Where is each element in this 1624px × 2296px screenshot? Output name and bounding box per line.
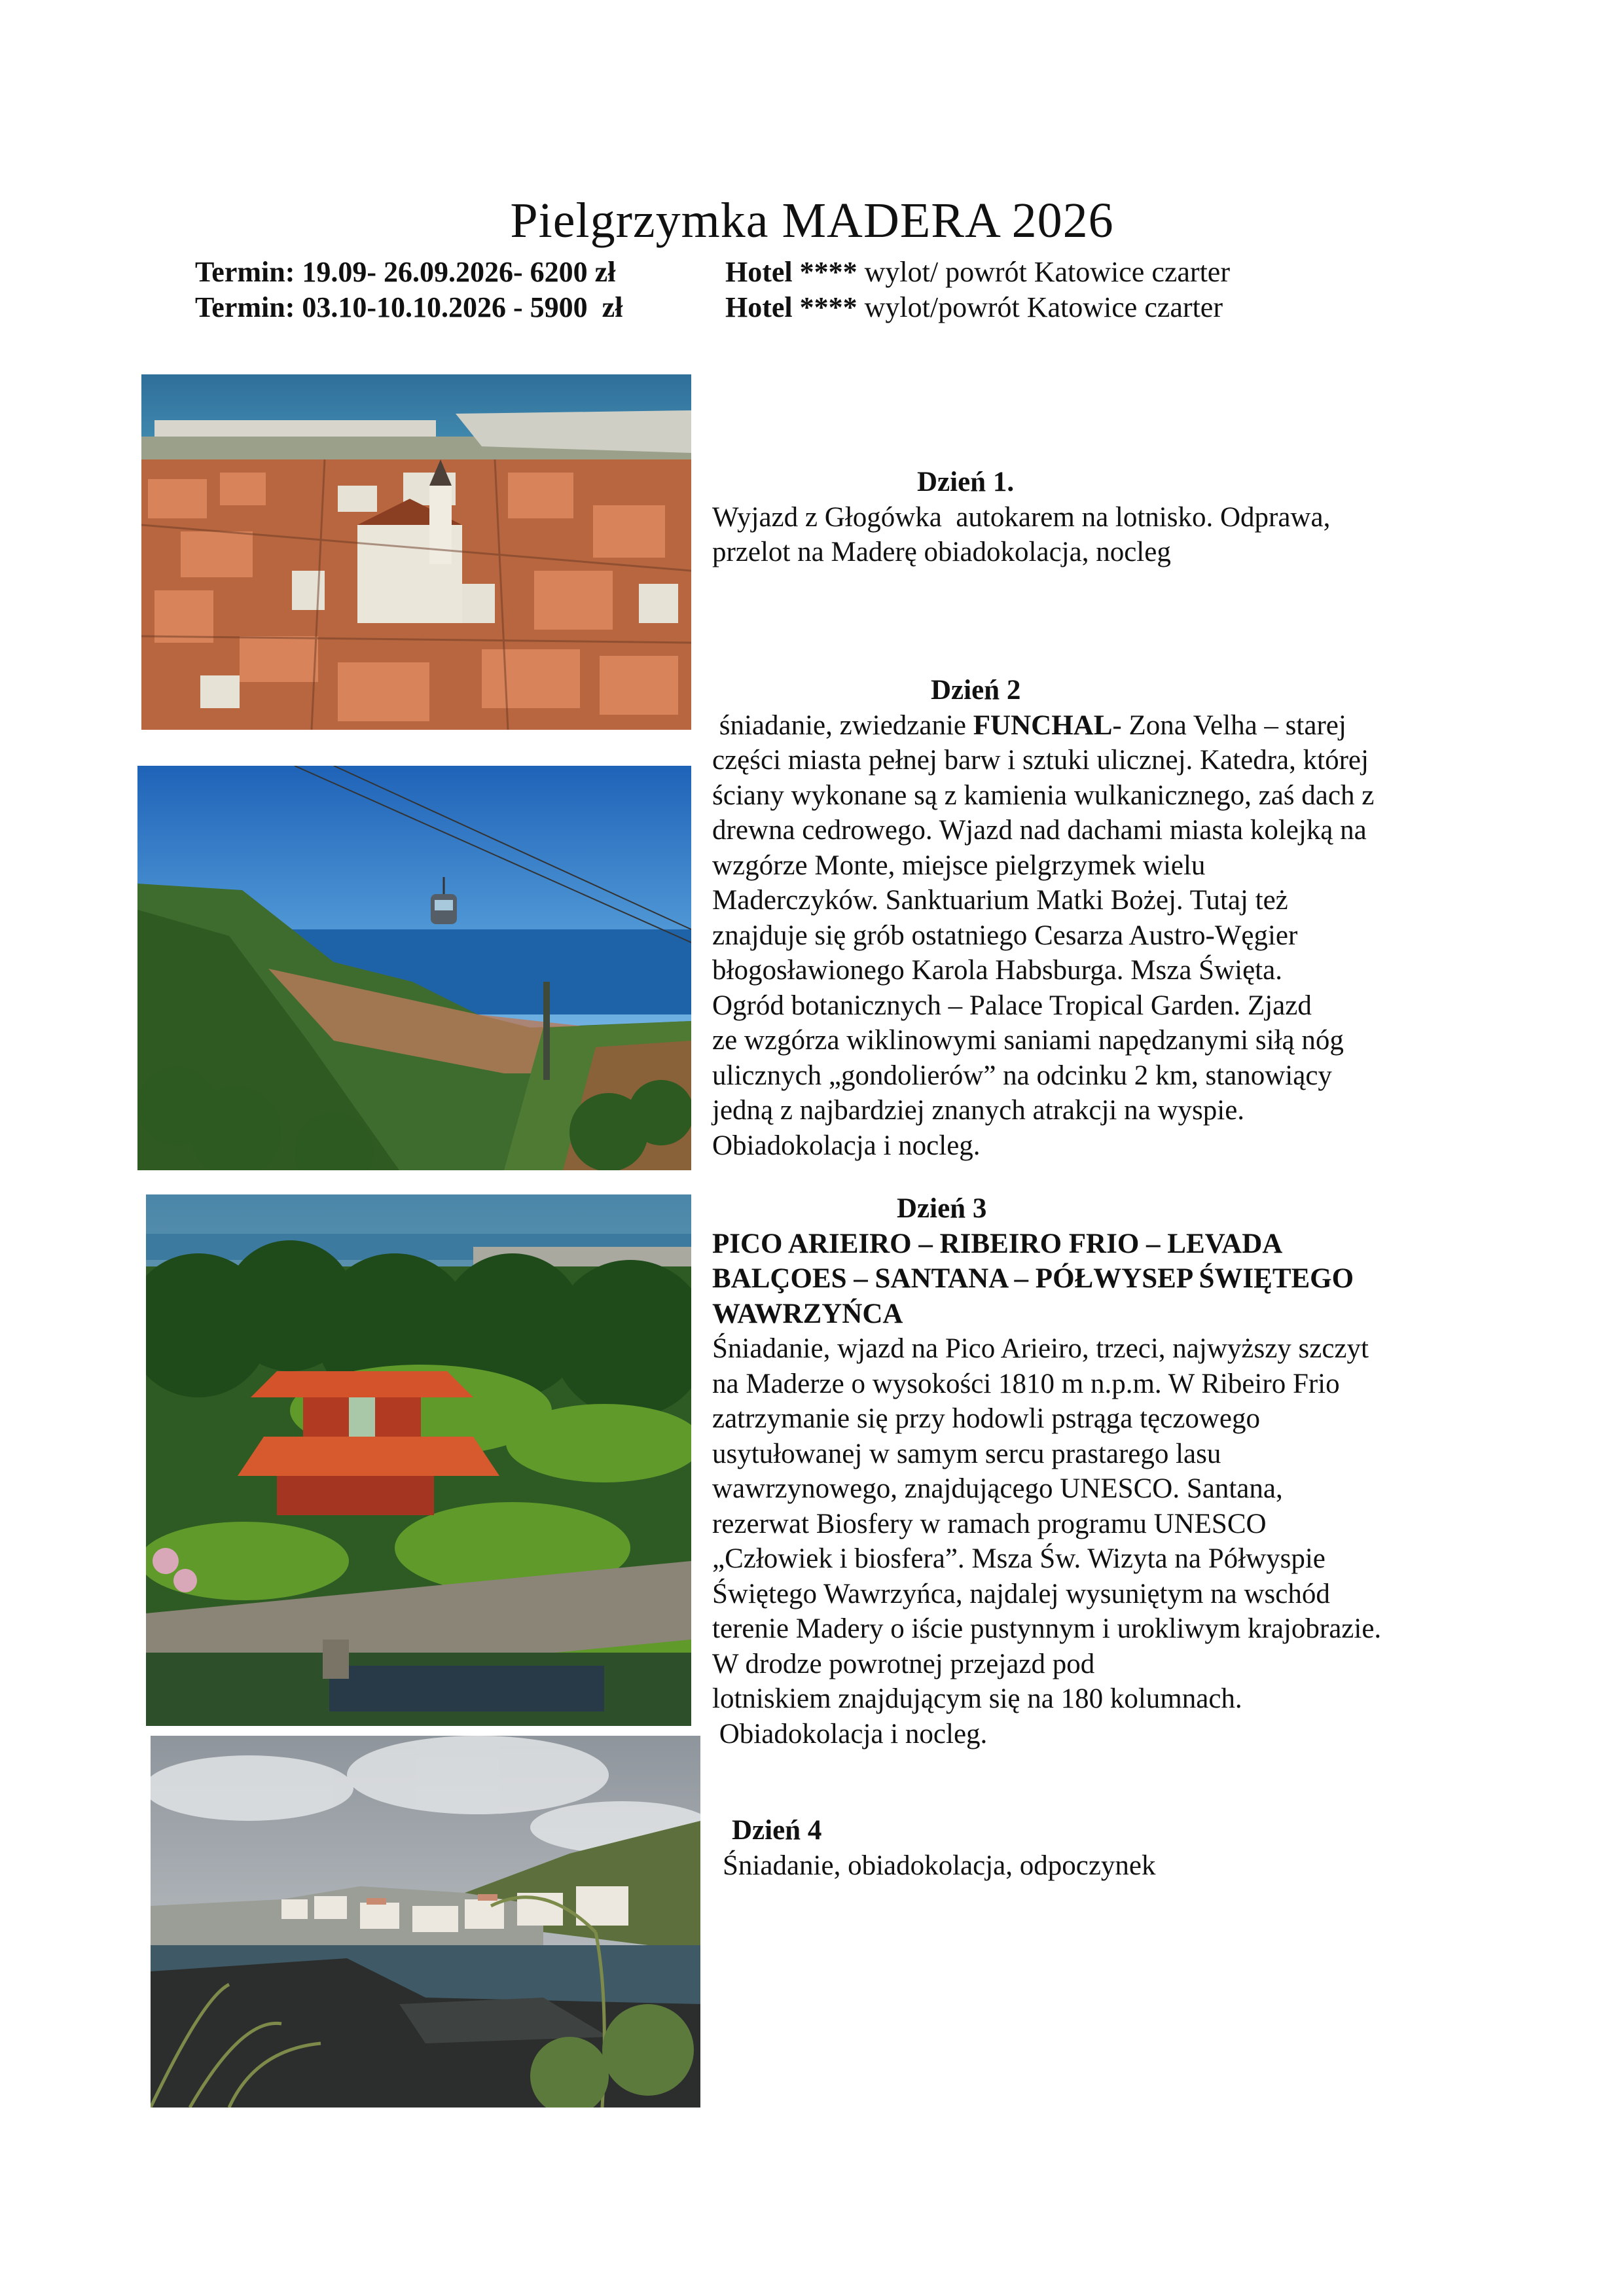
day-2-line: Obiadokolacja i nocleg. bbox=[712, 1130, 981, 1161]
day-3-route: BALÇOES – SANTANA – PÓŁWYSEP ŚWIĘTEGO bbox=[712, 1263, 1354, 1294]
day-1-section bbox=[712, 465, 1330, 570]
day-3-section bbox=[712, 1191, 1381, 1751]
day-3-line: W drodze powrotnej przejazd pod bbox=[712, 1648, 1095, 1679]
day-4-line: Śniadanie, obiadokolacja, odpoczynek bbox=[723, 1850, 1156, 1881]
day-3-line: Obiadokolacja i nocleg. bbox=[712, 1718, 988, 1749]
day-2-line: wzgórze Monte, miejsce pielgrzymek wielu bbox=[712, 850, 1206, 881]
funchal-label: FUNCHAL bbox=[973, 709, 1113, 741]
day-2-line: Ogród botanicznych – Palace Tropical Garden. Zjazd bbox=[712, 990, 1312, 1021]
hotel-info-1: Hotel **** wylot/ powrót Katowice czarter bbox=[725, 256, 1230, 288]
day-2-section bbox=[712, 673, 1374, 1163]
day-2-line: jedną z najbardziej znanych atrakcji na wyspie. bbox=[712, 1095, 1245, 1126]
term-1: Termin: 19.09- 26.09.2026- 6200 zł bbox=[195, 256, 616, 288]
day-1-line: przelot na Maderę obiadokolacja, nocleg bbox=[712, 537, 1171, 567]
tropical-garden-pagoda-photo bbox=[146, 1194, 691, 1726]
day-3-route: WAWRZYŃCA bbox=[712, 1298, 903, 1329]
day-3-line: zatrzymanie się przy hodowli pstrąga tęczowego bbox=[712, 1403, 1260, 1434]
day-2-line: błogosławionego Karola Habsburga. Msza Święta. bbox=[712, 955, 1282, 986]
day-3-route: PICO ARIEIRO – RIBEIRO FRIO – LEVADA bbox=[712, 1228, 1283, 1259]
day-2-heading: Dzień 2 bbox=[931, 675, 1021, 706]
day-4-section bbox=[723, 1813, 1156, 1883]
day-3-line: „Człowiek i biosfera”. Msza Św. Wizyta na Półwyspie bbox=[712, 1543, 1326, 1574]
day-1-line: Wyjazd z Głogówka autokarem na lotnisko. Odprawa, bbox=[712, 501, 1331, 533]
day-2-line: ze wzgórza wiklinowymi saniami napędzanymi siłą nóg bbox=[712, 1025, 1344, 1056]
day-3-line: rezerwat Biosfery w ramach programu UNESCO bbox=[712, 1508, 1267, 1539]
day-2-line: części miasta pełnej barw i sztuki ulicznej. Katedra, której bbox=[712, 745, 1369, 776]
day-3-line: wawrzynowego, znajdującego UNESCO. Santana, bbox=[712, 1473, 1283, 1504]
term-2: Termin: 03.10-10.10.2026 - 5900 zł bbox=[195, 291, 623, 323]
day-3-heading: Dzień 3 bbox=[897, 1193, 987, 1224]
day-2-line: śniadanie, zwiedzanie FUNCHAL- Zona Velha – starej bbox=[712, 709, 1346, 741]
day-3-line: usytułowanej w samym sercu prastarego lasu bbox=[712, 1438, 1221, 1469]
day-3-line: Świętego Wawrzyńca, najdalej wysuniętym na wschód bbox=[712, 1578, 1330, 1609]
day-3-line: na Maderze o wysokości 1810 m n.p.m. W Ribeiro Frio bbox=[712, 1368, 1340, 1399]
day-2-line: znajduje się grób ostatniego Cesarza Austro-Węgier bbox=[712, 920, 1298, 951]
monte-cable-car-photo bbox=[137, 766, 691, 1170]
hotel-info-2: Hotel **** wylot/powrót Katowice czarter bbox=[725, 291, 1223, 323]
day-3-line: terenie Madery o iście pustynnym i urokliwym krajobrazie. bbox=[712, 1613, 1382, 1644]
page-title: Pielgrzymka MADERA 2026 bbox=[510, 193, 1114, 248]
day-2-line: ulicznych „gondolierów” na odcinku 2 km, stanowiący bbox=[712, 1060, 1332, 1091]
day-2-line: Maderczyków. Sanktuarium Matki Bożej. Tutaj też bbox=[712, 885, 1288, 916]
day-3-line: Śniadanie, wjazd na Pico Arieiro, trzeci, najwyższy szczyt bbox=[712, 1333, 1369, 1364]
day-2-line: ściany wykonane są z kamienia wulkanicznego, zaś dach z bbox=[712, 780, 1375, 811]
day-1-heading: Dzień 1. bbox=[917, 467, 1015, 497]
day-2-line: drewna cedrowego. Wjazd nad dachami miasta kolejką na bbox=[712, 815, 1367, 846]
day-3-line: lotniskiem znajdującym się na 180 kolumnach. bbox=[712, 1683, 1242, 1714]
day-4-heading: Dzień 4 bbox=[732, 1815, 822, 1846]
camara-de-lobos-bay-photo bbox=[151, 1736, 700, 2108]
funchal-aerial-photo bbox=[141, 374, 691, 730]
